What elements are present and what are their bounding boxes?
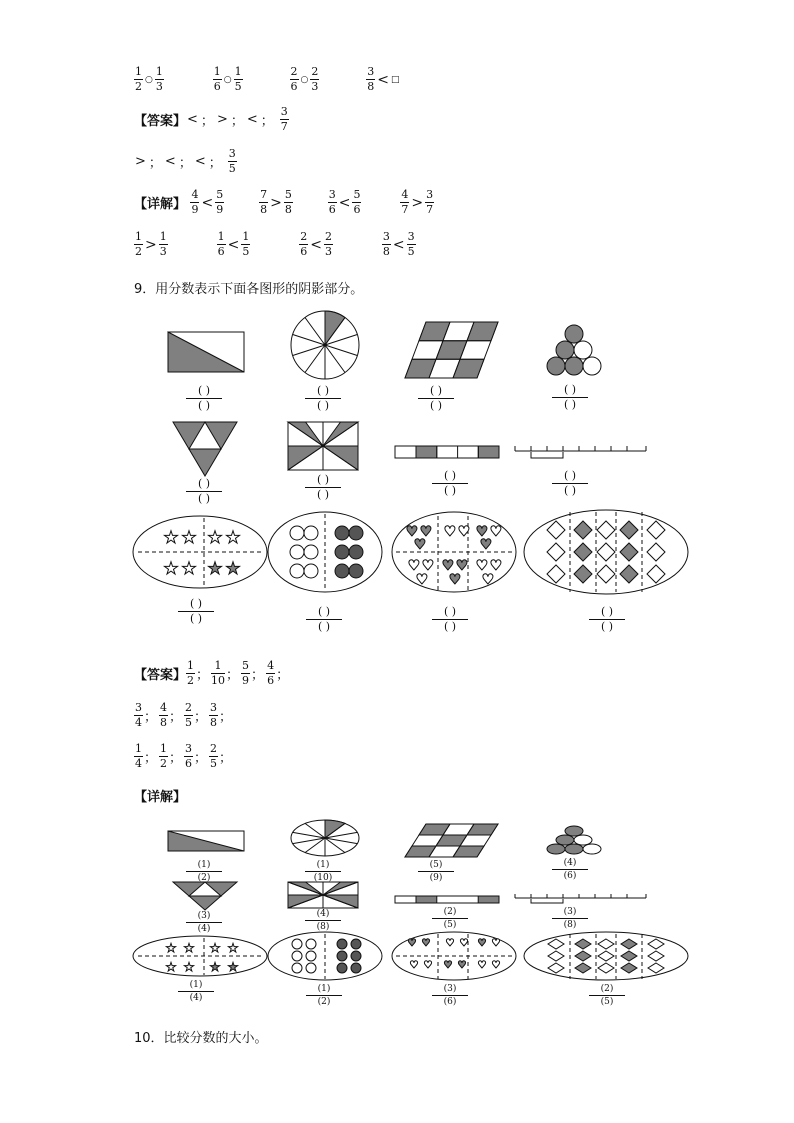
svg-text:★: ★	[225, 559, 241, 579]
svg-text:♥: ♥	[421, 558, 435, 574]
filled-answer: (3) (6)	[432, 984, 468, 1007]
svg-text:♥: ♥	[405, 524, 419, 540]
svg-text:★: ★	[165, 960, 177, 974]
answer-8-line2: > ； < ； < ； $\frac{3}{5}$	[135, 147, 236, 175]
answer-blank[interactable]: ( ) ( )	[432, 606, 468, 633]
answer-9-line1: 【答案】 $\frac{1}{2}$ ； $\frac{1}{10}$ ； $\frac{5}{9}$ ； $\frac{4}{6}$ ；	[134, 659, 290, 687]
answer-blank[interactable]: ( ) ( )	[305, 474, 341, 501]
svg-text:♥: ♥	[489, 558, 503, 574]
svg-text:♥: ♥	[407, 938, 417, 949]
svg-text:♥: ♥	[409, 960, 419, 971]
compare-item: $\frac{3}{8}$ < □	[367, 65, 400, 93]
svg-text:★: ★	[207, 559, 223, 579]
svg-text:♥: ♥	[457, 960, 467, 971]
answer-blank[interactable]: ( ) ( )	[552, 384, 588, 411]
question-9-title: 9．用分数表示下面各图形的阴影部分。	[134, 282, 364, 297]
svg-text:♥: ♥	[445, 938, 455, 949]
svg-text:♥: ♥	[423, 960, 433, 971]
svg-text:♥: ♥	[457, 524, 471, 540]
filled-answer: (4) (8)	[305, 909, 341, 932]
svg-text:♥: ♥	[448, 572, 462, 588]
answer-8-line1: 【答案】< ； > ； < ； $\frac{3}{7}$	[134, 105, 288, 133]
filled-answer: (3) (4)	[186, 911, 222, 934]
filled-answer: (1) (2)	[186, 860, 222, 883]
svg-text:★: ★	[181, 559, 197, 579]
svg-text:★: ★	[227, 941, 239, 955]
svg-text:★: ★	[163, 559, 179, 579]
svg-text:♥: ♥	[407, 558, 421, 574]
svg-text:♥: ♥	[455, 558, 469, 574]
compare-item: $\frac{1}{6}$ ○ $\frac{1}{5}$	[213, 65, 242, 93]
detail-label: 【详解】	[134, 790, 187, 805]
compare-item: $\frac{2}{6}$ ○ $\frac{2}{3}$	[290, 65, 319, 93]
detail-label: 【详解】	[134, 197, 187, 212]
svg-text:★: ★	[207, 528, 223, 548]
svg-text:★: ★	[183, 960, 195, 974]
answer-blank[interactable]: ( ) ( )	[552, 470, 588, 497]
svg-text:★: ★	[183, 941, 195, 955]
svg-text:★: ★	[225, 528, 241, 548]
svg-text:★: ★	[227, 960, 239, 974]
answer-blank[interactable]: ( ) ( )	[186, 385, 222, 412]
svg-text:♥: ♥	[443, 524, 457, 540]
answer-blank[interactable]: ( ) ( )	[589, 606, 625, 633]
filled-answer: (5) (9)	[418, 860, 454, 883]
detail-8-row1: 【详解】 $\frac{4}{9}$ < $\frac{5}{9}$ $\frac{7}{8}$ > $\frac{5}{8}$ $\frac{3}{6}$ < $\frac{5}{6}$ $\frac{4}{7}$ > $\frac{3}{7}$	[134, 188, 434, 216]
svg-text:♥: ♥	[491, 960, 501, 971]
svg-text:★: ★	[209, 941, 221, 955]
svg-text:♥: ♥	[443, 960, 453, 971]
answer-9-line2: $\frac{3}{4}$ ； $\frac{4}{8}$ ； $\frac{2}{5}$ ； $\frac{3}{8}$ ；	[135, 701, 233, 729]
svg-text:♥: ♥	[413, 537, 427, 553]
answer-label: 【答案】	[134, 668, 187, 683]
compare-item: $\frac{1}{2}$ ○ $\frac{1}{3}$	[135, 65, 163, 93]
filled-answer: (2) (5)	[432, 907, 468, 930]
svg-text:★: ★	[163, 528, 179, 548]
svg-text:★: ★	[209, 960, 221, 974]
svg-text:♥: ♥	[477, 960, 487, 971]
answer-blank[interactable]: ( ) ( )	[432, 470, 468, 497]
svg-text:♥: ♥	[477, 938, 487, 949]
filled-answer: (1) (2)	[306, 984, 342, 1007]
svg-text:♥: ♥	[441, 558, 455, 574]
svg-text:★: ★	[181, 528, 197, 548]
svg-text:♥: ♥	[481, 572, 495, 588]
svg-text:♥: ♥	[459, 938, 469, 949]
svg-text:♥: ♥	[479, 537, 493, 553]
answer-blank[interactable]: ( ) ( )	[186, 478, 222, 505]
filled-answer: (3) (8)	[552, 907, 588, 930]
question-10-title: 10．比较分数的大小。	[134, 1031, 268, 1046]
svg-text:♥: ♥	[421, 938, 431, 949]
answer-blank[interactable]: ( ) ( )	[178, 598, 214, 625]
filled-answer: (1) (4)	[178, 980, 214, 1003]
answer-label: 【答案】	[134, 114, 187, 129]
filled-answer: (4) (6)	[552, 858, 588, 881]
detail-8-row2: $\frac{1}{2}$ > $\frac{1}{3}$ $\frac{1}{6}$ < $\frac{1}{5}$ $\frac{2}{6}$ < $\frac{2}{3}$ $\frac{3}{8}$ < $\frac{3}{5}$	[135, 230, 415, 258]
answer-blank[interactable]: ( ) ( )	[306, 606, 342, 633]
svg-text:♥: ♥	[491, 938, 501, 949]
svg-text:♥: ♥	[489, 524, 503, 540]
answer-9-line3: $\frac{1}{4}$ ； $\frac{1}{2}$ ； $\frac{3}{6}$ ； $\frac{2}{5}$ ；	[135, 742, 233, 770]
svg-text:♥: ♥	[415, 572, 429, 588]
filled-answer: (1) (10)	[305, 860, 341, 883]
answer-blank[interactable]: ( ) ( )	[305, 385, 341, 412]
svg-text:♥: ♥	[419, 524, 433, 540]
answer-blank[interactable]: ( ) ( )	[418, 385, 454, 412]
svg-text:★: ★	[165, 941, 177, 955]
filled-answer: (2) (5)	[589, 984, 625, 1007]
svg-text:♥: ♥	[475, 524, 489, 540]
svg-text:♥: ♥	[475, 558, 489, 574]
